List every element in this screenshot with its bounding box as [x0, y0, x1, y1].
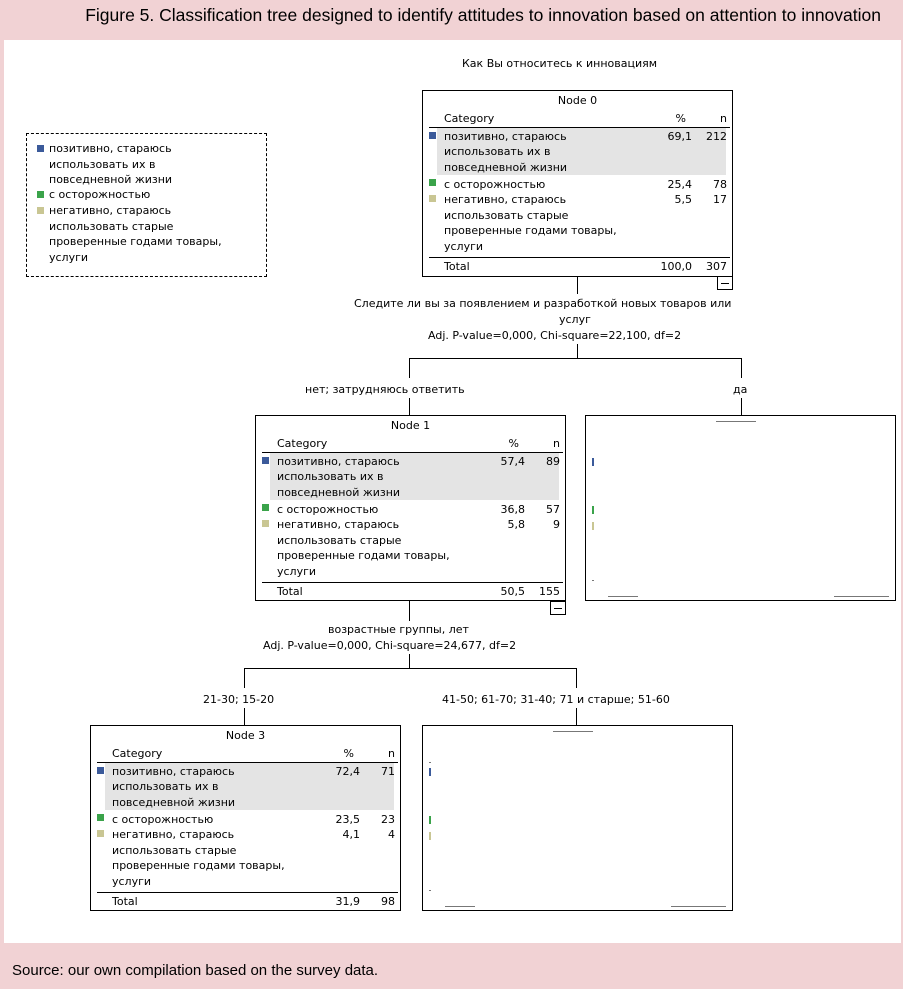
figure-source: Source: our own compilation based on the survey data.: [12, 962, 379, 979]
node-title: Node 3: [225, 729, 266, 742]
total-separator: [429, 257, 730, 258]
ghost-mark: [429, 890, 431, 891]
split2-question: возрастные группы, лет: [328, 623, 469, 636]
connector: [576, 668, 577, 688]
connector: [409, 398, 410, 415]
ghost-mark: [592, 580, 594, 581]
swatch-negative: [429, 195, 436, 202]
category-label: использовать их в: [112, 780, 219, 793]
legend-swatch-cautious: [37, 191, 44, 198]
legend: [26, 133, 267, 277]
node-title: Node 0: [557, 94, 598, 107]
connector: [244, 708, 245, 725]
n-value: 17: [713, 193, 727, 206]
total-n: 307: [706, 260, 727, 273]
node-0: [422, 90, 733, 277]
category-label: с осторожностью: [277, 503, 379, 516]
connector: [409, 358, 410, 378]
n-value: 71: [381, 765, 395, 778]
node-1: [255, 415, 566, 601]
swatch-negative: [262, 520, 269, 527]
node-title: Node 1: [390, 419, 431, 432]
branch-label-right: 41-50; 61-70; 31-40; 71 и старше; 51-60: [442, 693, 670, 706]
category-label: позитивно, стараюсь: [112, 765, 235, 778]
legend-label: проверенные годами товары,: [49, 235, 222, 248]
n-value: 9: [553, 518, 560, 531]
pct-value: 4,1: [342, 828, 360, 841]
header-category: Category: [277, 437, 328, 450]
category-label: с осторожностью: [444, 178, 546, 191]
category-label: услуги: [444, 240, 484, 253]
swatch-negative: [97, 830, 104, 837]
category-label: услуги: [277, 565, 317, 578]
connector: [244, 668, 245, 688]
category-label: использовать старые: [444, 209, 569, 222]
connector: [576, 708, 577, 725]
connector: [577, 344, 578, 358]
connector: [409, 358, 742, 359]
header-pct: %: [675, 112, 686, 125]
node-0-collapse-button[interactable]: [717, 276, 733, 290]
swatch-positive: [429, 132, 436, 139]
connector: [577, 277, 578, 294]
split1-question: Следите ли вы за появлением и разработкой новых товаров или: [354, 297, 732, 310]
split2-stats: Adj. P-value=0,000, Chi-square=24,677, df=2: [263, 639, 517, 652]
connector: [741, 398, 742, 415]
node-4-blank: [422, 725, 733, 911]
ghost-mark: [834, 596, 889, 597]
connector: [244, 668, 577, 669]
pct-value: 36,8: [500, 503, 525, 516]
pct-value: 57,4: [500, 455, 525, 468]
legend-label: использовать старые: [49, 219, 174, 233]
swatch-cautious: [262, 504, 269, 511]
connector: [741, 358, 742, 378]
category-label: проверенные годами товары,: [112, 859, 285, 872]
node-3: [90, 725, 401, 911]
legend-item-cautious: [37, 187, 150, 203]
swatch-positive: [262, 457, 269, 464]
category-label: использовать старые: [277, 534, 402, 547]
ghost-mark: [592, 506, 594, 514]
header-n: n: [388, 747, 395, 760]
ghost-mark: [592, 458, 594, 466]
branch-label-left: 21-30; 15-20: [203, 693, 275, 706]
category-label: с осторожностью: [112, 813, 214, 826]
legend-item-positive: [37, 141, 172, 188]
category-label: проверенные годами товары,: [277, 549, 450, 562]
pct-value: 69,1: [667, 130, 692, 143]
ghost-mark: [429, 768, 431, 776]
total-label: Total: [444, 260, 470, 273]
n-value: 57: [546, 503, 560, 516]
ghost-mark: [553, 731, 593, 732]
root-label: Как Вы относитесь к инновациям: [462, 57, 658, 70]
legend-swatch-positive: [37, 145, 44, 152]
node-2-blank: [585, 415, 896, 601]
total-pct: 50,5: [500, 585, 525, 598]
header-pct: %: [343, 747, 354, 760]
tree-panel: [4, 40, 901, 943]
pct-value: 72,4: [335, 765, 360, 778]
category-label: негативно, стараюсь: [112, 828, 235, 841]
n-value: 23: [381, 813, 395, 826]
category-label: повседневной жизни: [277, 486, 401, 499]
header-n: n: [553, 437, 560, 450]
header-category: Category: [112, 747, 163, 760]
branch-label-left: нет; затрудняюсь ответить: [305, 383, 465, 396]
legend-label: позитивно, стараюсь: [49, 142, 172, 155]
ghost-mark: [429, 832, 431, 840]
category-label: повседневной жизни: [444, 161, 568, 174]
split1-question-cont: услуг: [559, 313, 591, 326]
swatch-cautious: [429, 179, 436, 186]
node-1-collapse-button[interactable]: [550, 601, 566, 615]
split1-stats: Adj. P-value=0,000, Chi-square=22,100, df=2: [428, 329, 682, 342]
ghost-mark: [716, 421, 756, 422]
legend-label: негативно, стараюсь: [49, 204, 172, 217]
pct-value: 25,4: [667, 178, 692, 191]
header-pct: %: [508, 437, 519, 450]
ghost-mark: [429, 762, 431, 763]
branch-label-right: да: [733, 383, 748, 396]
pct-value: 5,5: [674, 193, 692, 206]
total-n: 98: [381, 895, 395, 908]
category-label: повседневной жизни: [112, 796, 236, 809]
legend-label: использовать их в: [49, 157, 156, 171]
figure-header: [0, 0, 903, 40]
total-separator: [97, 892, 398, 893]
n-value: 78: [713, 178, 727, 191]
category-label: позитивно, стараюсь: [444, 130, 567, 143]
ghost-mark: [671, 906, 726, 907]
pct-value: 23,5: [335, 813, 360, 826]
pct-value: 5,8: [507, 518, 525, 531]
category-label: негативно, стараюсь: [277, 518, 400, 531]
n-value: 212: [706, 130, 727, 143]
category-label: проверенные годами товары,: [444, 224, 617, 237]
category-label: услуги: [112, 875, 152, 888]
total-separator: [262, 582, 563, 583]
total-label: Total: [277, 585, 303, 598]
swatch-cautious: [97, 814, 104, 821]
header-category: Category: [444, 112, 495, 125]
category-label: негативно, стараюсь: [444, 193, 567, 206]
figure-title: Figure 5. Classification tree designed to identify attitudes to innovation based on attention to innovation: [85, 5, 881, 25]
legend-swatch-negative: [37, 207, 44, 214]
total-n: 155: [539, 585, 560, 598]
category-label: использовать их в: [277, 470, 384, 483]
category-label: использовать старые: [112, 844, 237, 857]
category-label: позитивно, стараюсь: [277, 455, 400, 468]
total-pct: 100,0: [660, 260, 692, 273]
total-label: Total: [112, 895, 138, 908]
ghost-mark: [608, 596, 638, 597]
ghost-mark: [429, 816, 431, 824]
n-value: 4: [388, 828, 395, 841]
ghost-mark: [592, 522, 594, 530]
figure-footer: [0, 943, 903, 989]
category-label: использовать их в: [444, 145, 551, 158]
legend-label: с осторожностью: [49, 188, 151, 201]
connector: [409, 654, 410, 668]
header-n: n: [720, 112, 727, 125]
legend-item-negative: [37, 203, 222, 265]
swatch-positive: [97, 767, 104, 774]
n-value: 89: [546, 455, 560, 468]
legend-label: повседневной жизни: [49, 173, 173, 186]
total-pct: 31,9: [335, 895, 360, 908]
legend-label: услуги: [49, 250, 89, 264]
ghost-mark: [445, 906, 475, 907]
connector: [409, 601, 410, 621]
